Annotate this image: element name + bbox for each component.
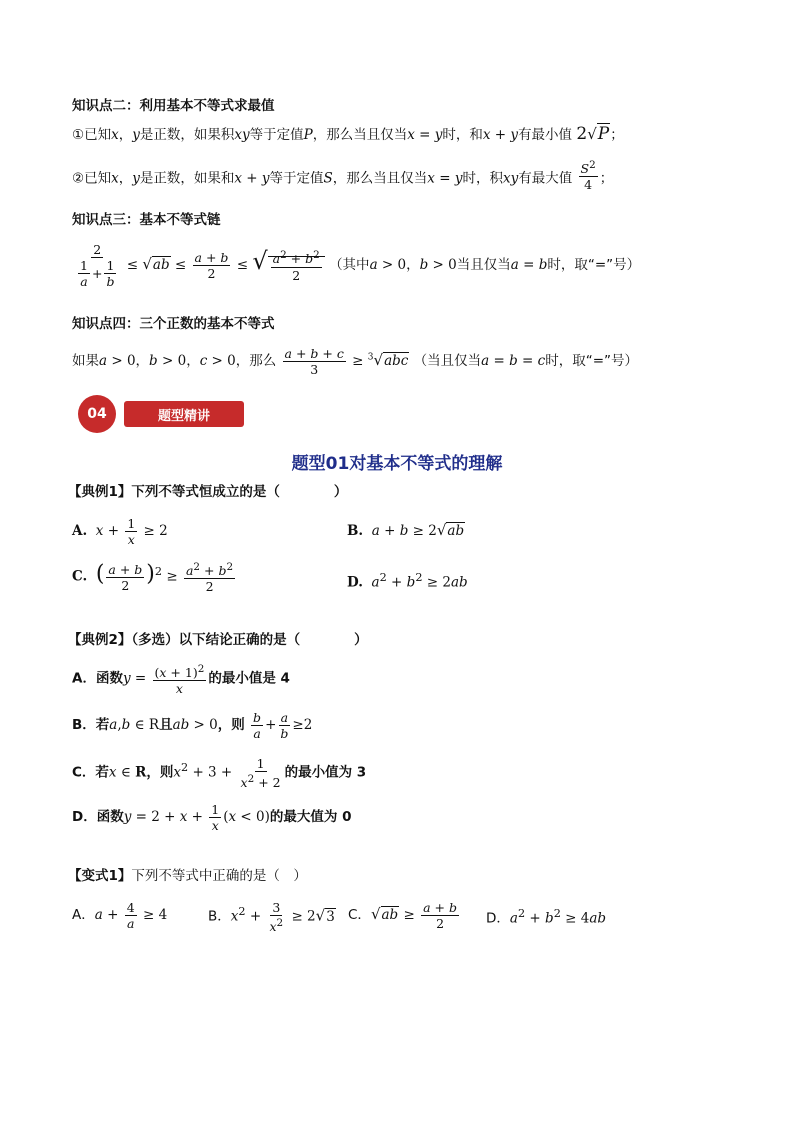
section-banner-label: 题型精讲 — [124, 401, 244, 427]
k4-heading: 知识点四：三个正数的基本不等式 — [72, 316, 275, 332]
section-banner — [78, 395, 246, 433]
variant-1-option-d: D．$a^2 + b^2 \ge 4ab$ — [486, 907, 607, 927]
example-2-option-c: C．若x ∈ R，则$x^2 + 3$ + $\frac{1}{x^2 + 2}$ 的最小值为 3 — [72, 756, 367, 791]
example-1-stem: 【典例1】下列不等式恒成立的是（ ） — [68, 484, 348, 500]
variant-1-option-c: C．√ab ≥ $\frac{a + b}{2}$ — [348, 900, 457, 931]
variant-1-option-b: B．$x^2$ + $\frac{3}{x^2}$ ≥ 2√3 — [208, 900, 335, 935]
variant-1-stem: 【变式1】下列不等式中正确的是（ ） — [68, 868, 307, 884]
example-2-option-d: D．函数y = 2 + x + $\frac{1}{x}$ (x < 0)的最大值为 0 — [72, 802, 352, 833]
example-1-option-c: C. ( $\frac{a + b}{2}$ )$^2$ ≥ $\frac{a^2 + b^2}{2}$ — [72, 561, 234, 595]
section-title: 题型01对基本不等式的理解 — [291, 454, 503, 474]
k2-line-1: ①已知x，y是正数，如果积xy等于定值P，那么当且仅当x = y时，和x + y有最小值 2√P； — [72, 124, 624, 144]
section-number-badge: 04 — [78, 395, 116, 433]
k3-inequality-chain: 2 $\frac{1}{a}$ + $\frac{1}{b}$ ≤ √ab ≤ $\frac{a + b}{2}$ ≤ √ $\frac{a^2 + b^2}{2}$ （其中a > 0，b > 0当且仅当a = b时，取“=”号） — [80, 242, 641, 289]
example-1-option-b: B. a + b ≥ 2√ab — [347, 521, 465, 539]
example-2-option-b: B．若a,b ∈ R且ab > 0，则 $\frac{b}{a}$ + $\frac{a}{b}$ ≥2 — [72, 710, 313, 741]
example-1-option-d: D. $a^2 + b^2 \ge 2ab$ — [347, 571, 468, 591]
k2-line-2: ②已知x，y是正数，如果和x + y等于定值S，那么当且仅当x = y时，积xy有最大值 $\frac{S^2}{4}$ ； — [72, 159, 614, 193]
example-2-stem: 【典例2】（多选）以下结论正确的是（ ） — [68, 632, 368, 648]
example-2-option-a: A．函数y = $\frac{(x + 1)^2}{x}$ 的最小值是 4 — [72, 663, 290, 697]
k2-heading: 知识点二：利用基本不等式求最值 — [72, 98, 275, 114]
k4-line: 如果a > 0，b > 0，c > 0，那么 $\frac{a + b + c}{3}$ ≥ $^3$√abc （当且仅当a = b = c时，取“=”号） — [72, 346, 639, 377]
variant-1-option-a: A．a + $\frac{4}{a}$ ≥ 4 — [72, 900, 168, 931]
example-1-option-a: A. x + $\frac{1}{x}$ ≥ 2 — [72, 516, 168, 547]
k3-heading: 知识点三：基本不等式链 — [72, 212, 221, 228]
